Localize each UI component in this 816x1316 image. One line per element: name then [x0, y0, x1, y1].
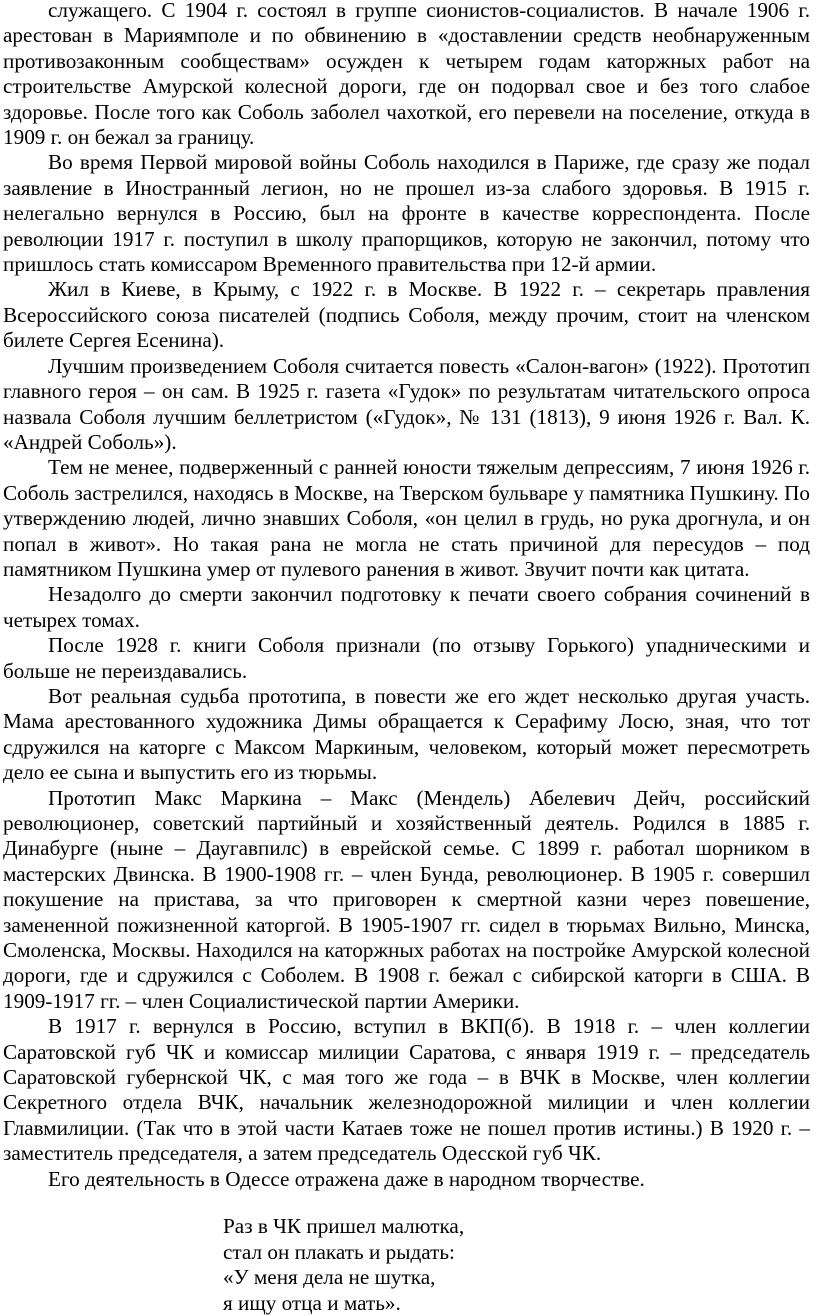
poem-line: стал он плакать и рыдать:: [223, 1239, 455, 1264]
paragraph-10: В 1917 г. вернулся в Россию, вступил в ВКП(б). В 1918 г. – член коллегии Саратовской губ ЧК и комиссар милиции Саратова, с января 1919 г. – председатель Саратовской губернской ЧК, с мая того же года – в ВЧК в Москве, член коллегии Секретного отдела ВЧК, начальник железнодорожной милиции и член коллегии Главмилиции. (Так что в этой части Катаев тоже не пошел против истины.) В 1920 г. – заместитель председателя, а затем председатель Одесской губ ЧК.: [3, 1014, 810, 1166]
paragraph-1: служащего. С 1904 г. состоял в группе сионистов-социалистов. В начале 1906 г. арестован в Мариямполе и по обвинению в «доставлении средств необнаруженным противозаконным сообществам» осужден к четырем годам каторжных работ на строительстве Амурской колесной дороги, где он подорвал свое и без того слабое здоровье. После того как Соболь заболел чахоткой, его перевели на поселение, откуда в 1909 г. он бежал за границу.: [3, 0, 810, 150]
paragraph-2: Во время Первой мировой войны Соболь находился в Париже, где сразу же подал заявление в Иностранный легион, но не прошел из-за слабого здоровья. В 1915 г. нелегально вернулся в Россию, был на фронте в качестве корреспондента. После революции 1917 г. поступил в школу прапорщиков, которую не закончил, потому что пришлось стать комиссаром Временного правительства при 12-й армии.: [3, 150, 810, 277]
poem-line: «У меня дела не шутка,: [223, 1265, 436, 1290]
paragraph-7: После 1928 г. книги Соболя признали (по отзыву Горького) упадническими и больше не переиздавались.: [3, 633, 810, 683]
poem-quote: [223, 1214, 810, 1316]
poem-line: я ищу отца и мать».: [223, 1290, 401, 1315]
paragraph-9: Прототип Макс Маркина – Макс (Мендель) Абелевич Дейч, российский революционер, советский партийный и хозяйственный деятель. Родился в 1885 г. Динабурге (ныне – Даугавпилс) в еврейской семье. С 1899 г. работал шорником в мастерских Двинска. В 1900-1908 гг. – член Бунда, революционер. В 1905 г. совершил покушение на пристава, за что приговорен к смертной казни через повешение, замененной пожизненной каторгой. В 1905-1907 гг. сидел в тюрьмах Вильно, Минска, Смоленска, Москвы. Находился на каторжных работах на постройке Амурской колесной дороги, где и сдружился с Соболем. В 1908 г. бежал с сибирской каторги в США. В 1909-1917 гг. – член Социалистической партии Америки.: [3, 785, 810, 1013]
poem-line: Раз в ЧК пришел малютка,: [223, 1214, 465, 1239]
paragraph-4: Лучшим произведением Соболя считается повесть «Салон-вагон» (1922). Прототип главного героя – он сам. В 1925 г. газета «Гудок» по результатам читательского опроса назвала Соболя лучшим беллетристом («Гудок», № 131 (1813), 9 июня 1926 г. Вал. К. «Андрей Соболь»).: [3, 353, 810, 454]
paragraph-8: Вот реальная судьба прототипа, в повести же его ждет несколько другая участь. Мама арестованного художника Димы обращается к Серафиму Лосю, зная, что тот сдружился на каторге с Максом Маркиным, человеком, который может пересмотреть дело ее сына и выпустить его из тюрьмы.: [3, 683, 810, 785]
paragraph-5: Тем не менее, подверженный с ранней юности тяжелым депрессиям, 7 июня 1926 г. Соболь застрелился, находясь в Москве, на Тверском бульваре у памятника Пушкину. По утверждению людей, лично знавших Соболя, «он целил в грудь, но рука дрогнула, и он попал в живот». Но такая рана не могла не стать причиной для пересудов – под памятником Пушкина умер от пулевого ранения в живот. Звучит почти как цитата.: [3, 455, 810, 581]
paragraph-11: Его деятельность в Одессе отражена даже в народном творчестве.: [48, 1166, 645, 1191]
paragraph-6: Незадолго до смерти закончил подготовку к печати своего собрания сочинений в четырех томах.: [3, 582, 810, 632]
paragraph-3: Жил в Киеве, в Крыму, с 1922 г. в Москве. В 1922 г. – секретарь правления Всероссийского союза писателей (подпись Соболя, между прочим, стоит на членском билете Сергея Есенина).: [3, 277, 810, 353]
